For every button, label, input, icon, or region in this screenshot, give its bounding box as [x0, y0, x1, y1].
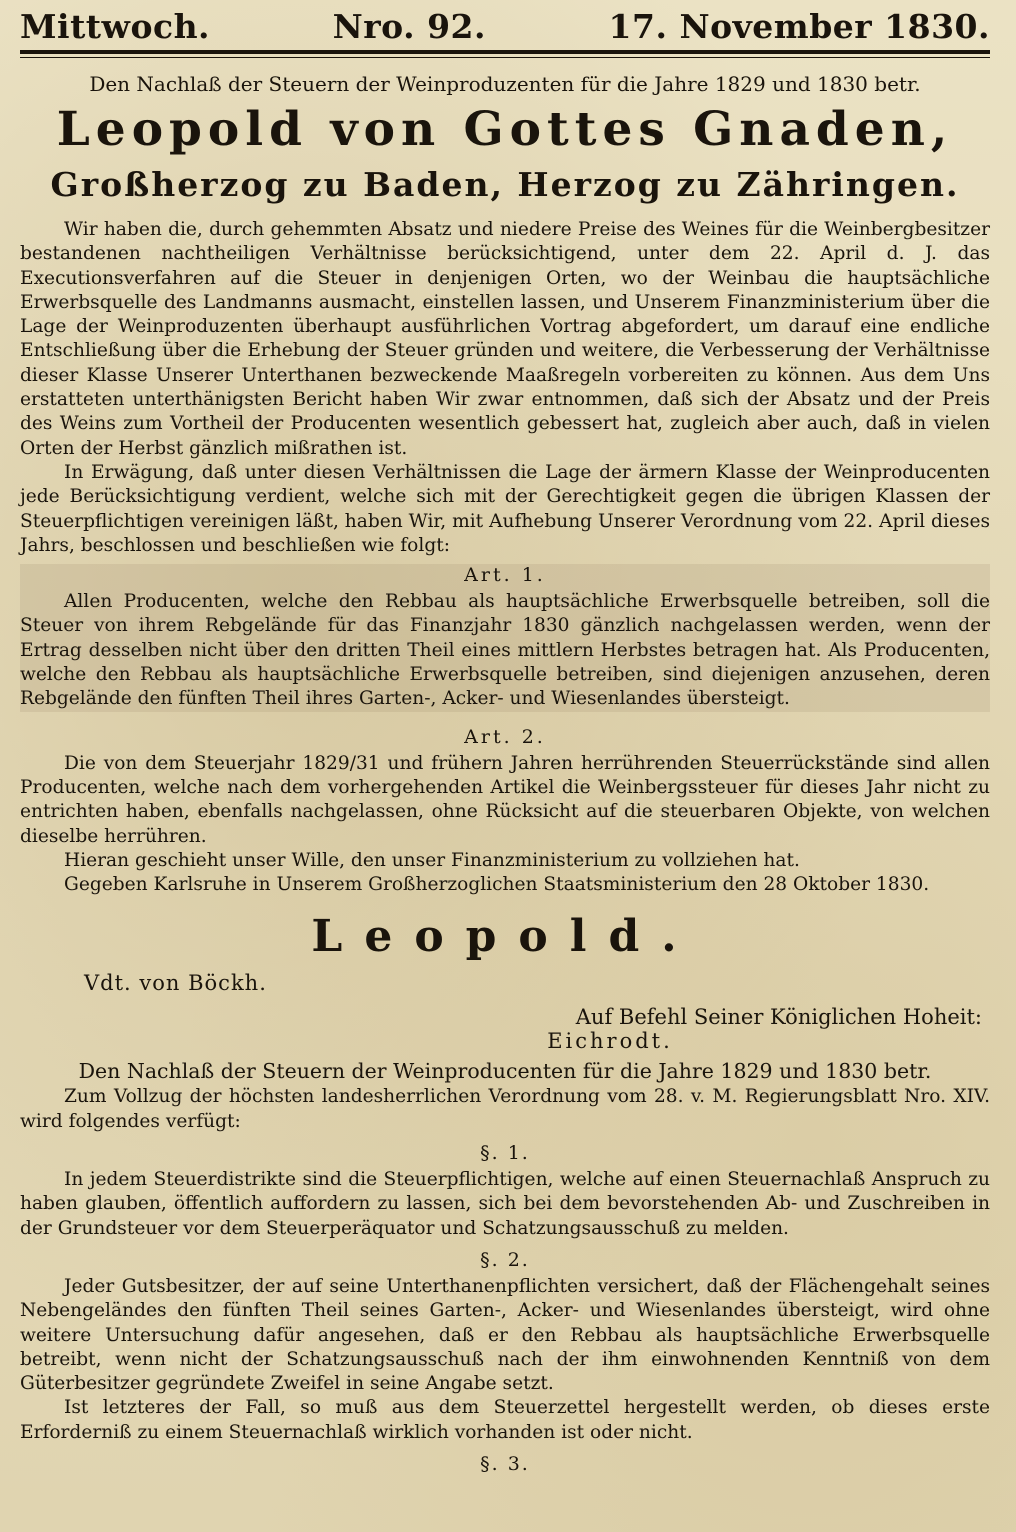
decree-closing-1: Hieran geschieht unser Wille, den unser Finanzministerium zu vollziehen hat.: [64, 849, 800, 871]
decree-closing-2: Gegeben Karlsruhe in Unserem Großherzoglichen Staatsministerium den 28 Oktober 1830.: [64, 874, 930, 896]
decree-title-line2: Großherzog zu Baden, Herzog zu Zähringen.: [50, 165, 960, 204]
issue-day: Mittwoch.: [20, 7, 211, 46]
signature-leopold: Leopold.: [311, 911, 699, 963]
article-2-text: Die von dem Steuerjahr 1829/31 und frühern Jahren herrührenden Steuerrückstände sind allen Producenten, welche nach dem vorhergehenden Artikel die Weinbergssteuer für dieses Jahr nicht zu entrichten haben, ebenfalls nachgelassen, ohne Rücksicht auf die steuerbaren Objekte, von welchen dieselbe herrühren.: [20, 752, 990, 847]
section-2-text: Jeder Gutsbesitzer, der auf seine Unterthanenpflichten versichert, daß der Flächengehalt seines Nebengeländes den fünften Theil seines Garten-, Acker- und Wiesenlandes übersteigt, wird ohne weitere Untersuchung dafür angesehen, daß er den Rebbau als hauptsächliche Erwerbsquelle betreibt, wenn nicht der Schatzungsausschuß nach der ihm einwohnenden Kenntniß von dem Güterbesitzer gegründete Zweifel in seine Angabe setzt.: [20, 1275, 990, 1395]
by-order-line: Auf Befehl Seiner Königlichen Hoheit:: [575, 1005, 982, 1030]
article-1-block: [20, 564, 990, 711]
article-2-heading: Art. 2.: [464, 725, 546, 748]
secretary-signature: Eichrodt.: [547, 1029, 673, 1054]
section-1-text: In jedem Steuerdistrikte sind die Steuerpflichtigen, welche auf einen Steuernachlaß Anspruch zu haben glauben, öffentlich auffordern zu lassen, sich bei dem bevorstehenden Ab- und Zuschreiben in der Grundsteuer vor dem Steuerperäquator und Schatzungsausschuß zu melden.: [20, 1169, 990, 1239]
decree-paragraph-2: In Erwägung, daß unter diesen Verhältnissen die Lage der ärmern Klasse der Weinproducenten jede Berücksichtigung verdient, welche sich mit der Gerechtigkeit gegen die übrigen Klassen der Steuerpflichtigen vereinigen läßt, haben Wir, mit Aufhebung Unserer Verordnung vom 22. April dieses Jahrs, beschlossen und beschließen wie folgt:: [20, 461, 990, 556]
article-1-heading: Art. 1.: [464, 564, 546, 587]
issue-number: Nro. 92.: [332, 7, 486, 46]
masthead: [20, 6, 990, 46]
section-2-text-continued: Ist letzteres der Fall, so muß aus dem Steuerzettel hergestellt werden, ob dieses erste Erforderniß zu einem Steuernachlaß wirklich vorhanden ist oder nicht.: [20, 1397, 990, 1443]
countersignature: Vdt. von Böckh.: [84, 971, 267, 996]
decree-title-line1: Leopold von Gottes Gnaden,: [56, 102, 954, 157]
decree-subject: Den Nachlaß der Steuern der Weinproduzenten für die Jahre 1829 und 1830 betr.: [89, 72, 921, 96]
masthead-rule: [20, 50, 990, 54]
section-2-heading: §. 2.: [480, 1248, 530, 1271]
section-3-heading: §. 3.: [480, 1452, 530, 1475]
ordinance-subject: Den Nachlaß der Steuern der Weinproducenten für die Jahre 1829 und 1830 betr.: [78, 1059, 932, 1084]
section-1-heading: §. 1.: [480, 1142, 530, 1165]
issue-date: 17. November 1830.: [608, 7, 990, 46]
decree-paragraph-1: Wir haben die, durch gehemmten Absatz und niedere Preise des Weines für die Weinbergbesitzer bestandenen nachtheiligen Verhältnisse berücksichtigend, unter dem 22. April d. J. das Executionsverfahren auf die Steuer in denjenigen Orten, wo der Weinbau die hauptsächliche Erwerbsquelle des Landmanns ausmacht, einstellen lassen, und Unserem Finanzministerium über die Lage der Weinproduzenten überhaupt ausführlichen Vortrag abgefordert, um darauf eine endliche Entschließung über die Erhebung der Steuer gründen und weitere, die Verbesserung der Verhältnisse dieser Klasse Unserer Unterthanen bezweckende Maaßregeln vorbereiten zu können. Aus dem Uns erstatteten unterthänigsten Bericht haben Wir zwar entnommen, daß sich der Absatz und der Preis des Weins zum Vortheil der Producenten wesentlich gebessert hat, zugleich aber auch, daß in vielen Orten der Herbst gänzlich mißrathen ist.: [20, 219, 990, 459]
ordinance-intro: Zum Vollzug der höchsten landesherrlichen Verordnung vom 28. v. M. Regierungsblatt Nro. XIV. wird folgendes verfügt:: [20, 1086, 990, 1132]
article-1-text: Allen Producenten, welche den Rebbau als hauptsächliche Erwerbsquelle betreiben, soll die Steuer von ihrem Rebgelände für das Finanzjahr 1830 gänzlich nachgelassen werden, wenn der Ertrag desselben nicht über den dritten Theil eines mittlern Herbstes betragen hat. Als Producenten, welche den Rebbau als hauptsächliche Erwerbsquelle betreiben, sind diejenigen anzusehen, deren Rebgelände den fünften Theil ihres Garten-, Acker- und Wiesenlandes übersteigt.: [20, 591, 990, 710]
masthead-rule-thin: [20, 57, 990, 58]
